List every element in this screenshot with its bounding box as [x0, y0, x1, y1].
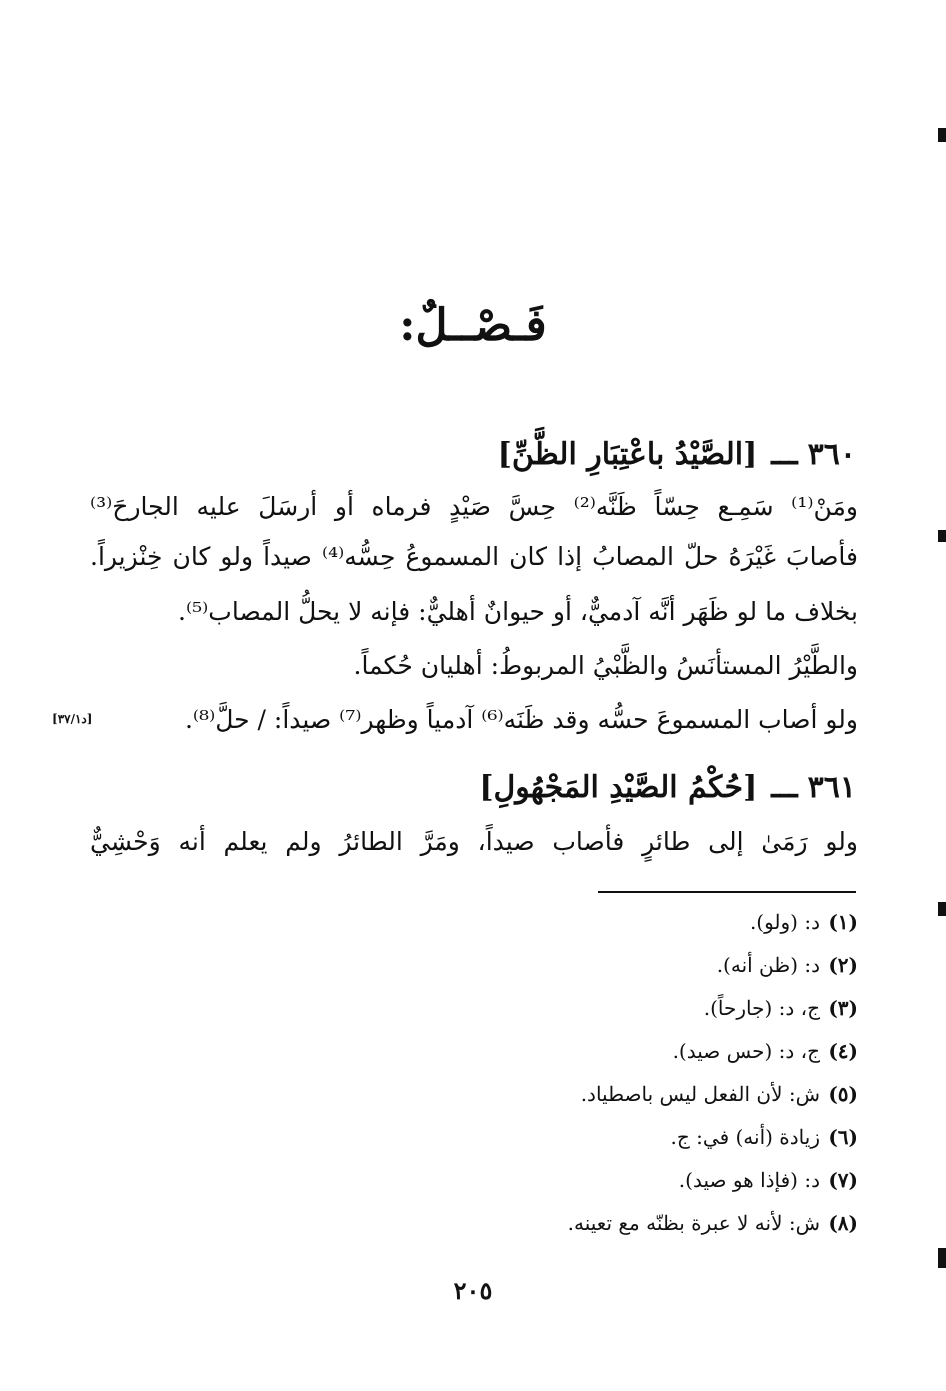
footnote-number: (٣)	[828, 996, 858, 1020]
body-line: بخلاف ما لو ظَهَر أنَّه آدميٌّ، أو حيوانٌ أهليٌّ: فإنه لا يحلُّ المصاب⁽⁵⁾.	[178, 597, 858, 626]
footnote-number: (٨)	[828, 1211, 858, 1235]
scan-edge-mark	[938, 1248, 946, 1268]
chapter-title: فَـصْــلٌ:	[399, 300, 547, 351]
footnote	[717, 953, 858, 977]
section-title: [حُكْمُ الصَّيْدِ المَجْهُولِ]	[479, 770, 758, 805]
footnote-text: د: (فإذا هو صيد).	[678, 1168, 820, 1192]
footnote-number: (٥)	[828, 1082, 858, 1106]
footnote	[581, 1082, 858, 1106]
footnote	[673, 1039, 858, 1063]
footnote-text: زيادة (أنه) في: ج.	[670, 1125, 820, 1149]
body-line: ولو أصاب المسموعَ حسُّه وقد ظَنَه⁽⁶⁾ آدمياً وظهر⁽⁷⁾ صيداً: / حلَّ⁽⁸⁾.	[184, 705, 858, 734]
footnote	[671, 1125, 858, 1149]
section-number: ٣٦١	[807, 770, 856, 805]
footnote-number: (٧)	[828, 1168, 858, 1192]
scan-edge-mark	[938, 128, 946, 142]
page-number: ٢٠٥	[453, 1276, 493, 1305]
footnote-text: ج، د: (جارحاً).	[703, 996, 820, 1020]
footnote-separator	[598, 891, 856, 893]
body-line: ولو رَمَىٰ إلى طائرٍ فأصاب صيداً، ومَرَّ الطائرُ ولم يعلم أنه وَحْشِيٌّ	[90, 827, 858, 856]
manuscript-page-ref: [د٣٧/١]	[52, 712, 93, 726]
footnote	[750, 910, 858, 934]
footnote	[568, 1211, 858, 1235]
footnote-number: (٦)	[828, 1125, 858, 1149]
footnote-text: ش: لأن الفعل ليس باصطياد.	[580, 1082, 820, 1106]
section-title: [الصَّيْدُ باعْتِبَارِ الظَّنِّ]	[497, 437, 758, 472]
footnote-text: ج، د: (حس صيد).	[672, 1039, 820, 1063]
section-heading-360	[90, 437, 856, 472]
body-line: والطَّيْرُ المستأنَسُ والظَّبْيُ المربوطُ: أهليان حُكماً.	[353, 651, 858, 680]
footnote	[704, 996, 858, 1020]
footnote-text: د: (ولو).	[749, 910, 820, 934]
heading-dash: ـــ	[771, 437, 798, 472]
body-line: ومَنْ⁽¹⁾ سَمِـع حِسّاً ظَنَّه⁽²⁾ حِسَّ صَيْدٍ فرماه أو أرسَلَ عليه الجارحَ⁽³⁾	[90, 492, 858, 521]
footnote-number: (٤)	[828, 1039, 858, 1063]
scan-edge-mark	[938, 530, 946, 542]
footnote-number: (١)	[828, 910, 858, 934]
footnote-text: د: (ظن أنه).	[716, 953, 820, 977]
section-number: ٣٦٠	[807, 437, 856, 472]
section-heading-361	[90, 770, 856, 805]
footnote-number: (٢)	[828, 953, 858, 977]
heading-dash: ـــ	[771, 770, 798, 805]
scan-edge-mark	[938, 902, 946, 916]
footnote-text: ش: لأنه لا عبرة بظنّه مع تعينه.	[567, 1211, 820, 1235]
body-line: فأصابَ غَيْرَهُ حلّ المصابُ إذا كان المسموعُ حِسُّه⁽⁴⁾ صيداً ولو كان خِنْزيراً.	[90, 542, 858, 571]
footnote	[679, 1168, 858, 1192]
